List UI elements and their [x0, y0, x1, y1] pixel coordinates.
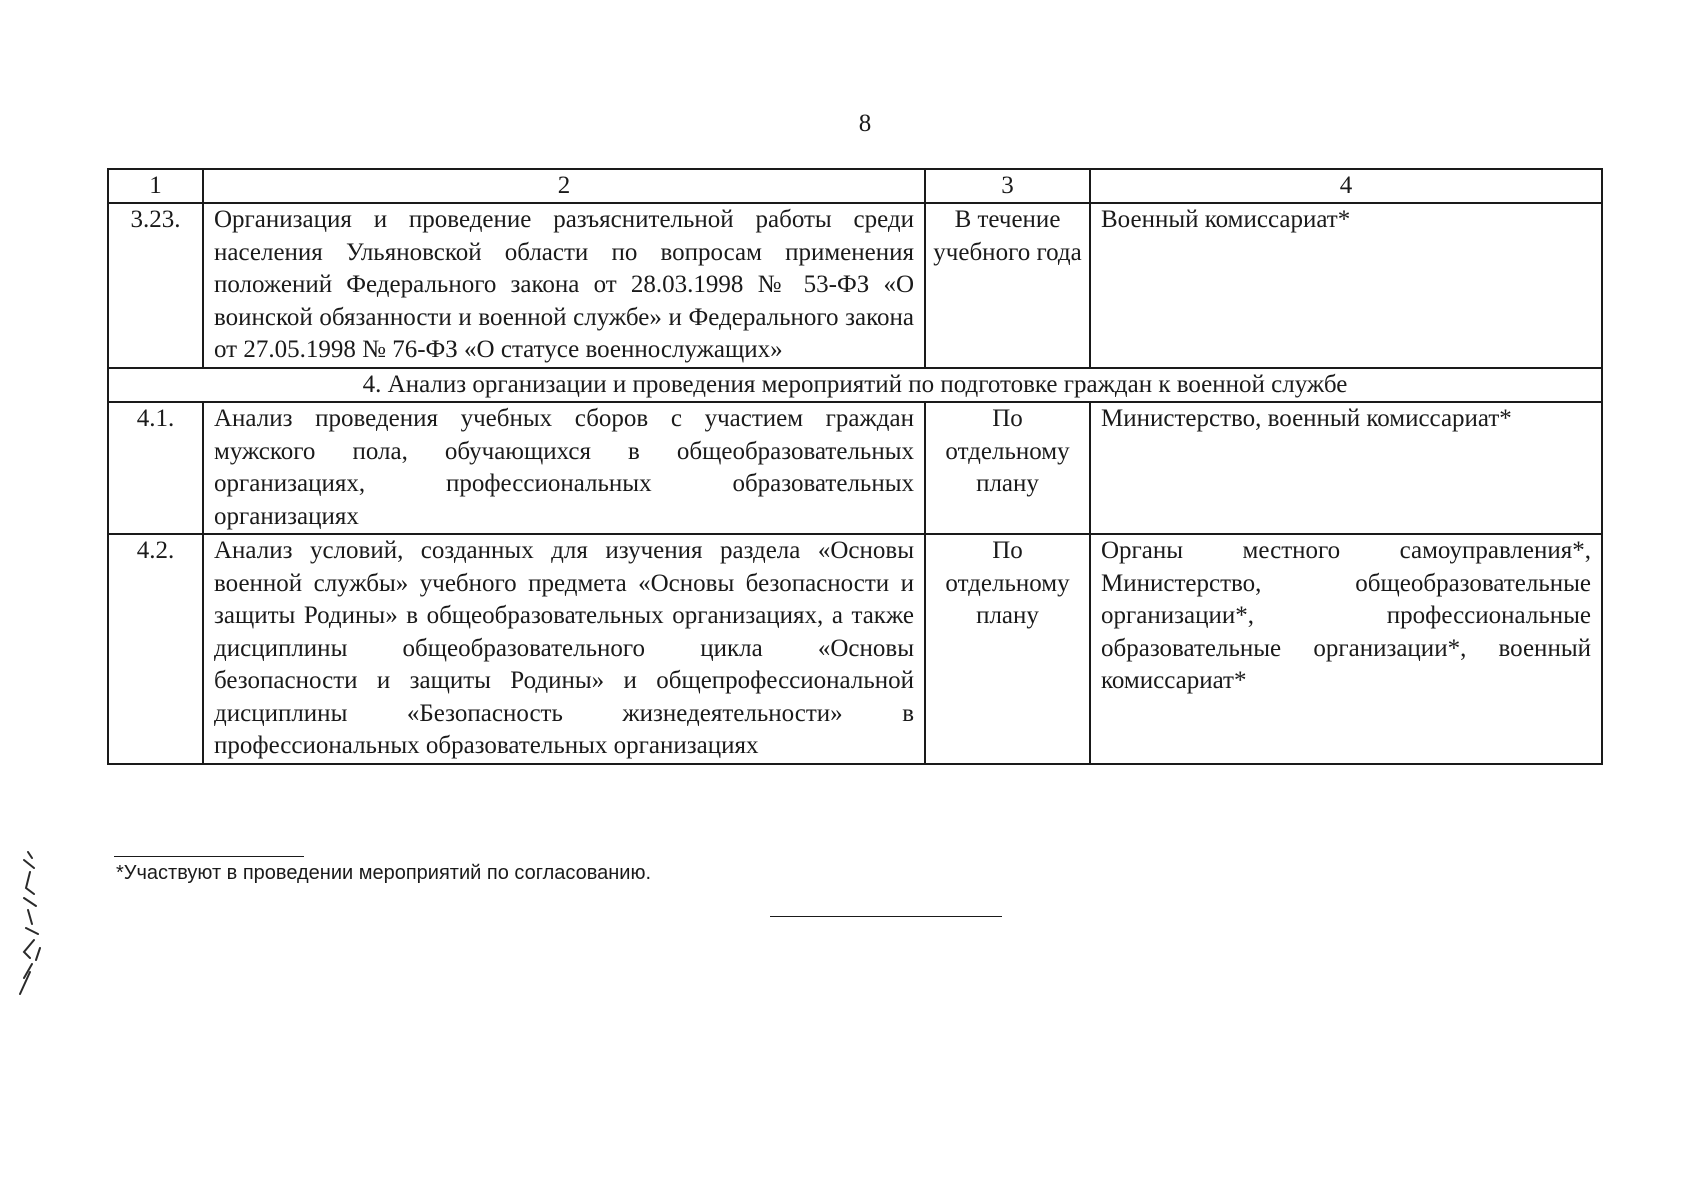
column-number-1: 1 [108, 169, 203, 203]
row-number: 4.1. [108, 402, 203, 534]
end-divider [770, 916, 1002, 917]
row-term: По отдельному плану [925, 534, 1090, 764]
column-number-3: 3 [925, 169, 1090, 203]
footnote-divider [114, 856, 304, 857]
row-description: Анализ условий, созданных для изучения раздела «Основы военной службы» учебного предмета «Основы безопасности и защиты Родины» в общеобразовательных организациях, а также дисциплины общеобразовательного цикла «Основы безопасности и защиты Родины» и общепрофессиональной дисциплины «Безопасность жизнедеятельности» в профессиональных образовательных организациях [203, 534, 925, 764]
row-responsible: Министерство, военный комиссариат* [1090, 402, 1602, 534]
column-number-4: 4 [1090, 169, 1602, 203]
table-header-row [108, 169, 1602, 203]
column-number-2: 2 [203, 169, 925, 203]
row-responsible: Военный комиссариат* [1090, 203, 1602, 368]
table-row [108, 534, 1602, 764]
table-row [108, 402, 1602, 534]
row-number: 4.2. [108, 534, 203, 764]
row-term: В течение учебного года [925, 203, 1090, 368]
row-term: По отдельному плану [925, 402, 1090, 534]
table-row [108, 203, 1602, 368]
section-title: 4. Анализ организации и проведения мероприятий по подготовке граждан к военной службе [108, 368, 1602, 403]
footnote: *Участвуют в проведении мероприятий по согласованию. [116, 862, 652, 884]
margin-signature-mark [14, 848, 58, 998]
row-responsible: Органы местного самоуправления*, Министерство, общеобразовательные организации*, профессиональные образовательные организации*, военный комиссариат* [1090, 534, 1602, 764]
plan-table [107, 168, 1603, 765]
section-row [108, 368, 1602, 403]
row-number: 3.23. [108, 203, 203, 368]
row-description: Организация и проведение разъяснительной работы среди населения Ульяновской области по вопросам применения положений Федерального закона от 28.03.1998 № 53-ФЗ «О воинской обязанности и военной службе» и Федерального закона от 27.05.1998 № 76-ФЗ «О статусе военнослужащих» [203, 203, 925, 368]
page-number: 8 [858, 110, 872, 137]
row-description: Анализ проведения учебных сборов с участием граждан мужского пола, обучающихся в общеобразовательных организациях, профессиональных образовательных организациях [203, 402, 925, 534]
